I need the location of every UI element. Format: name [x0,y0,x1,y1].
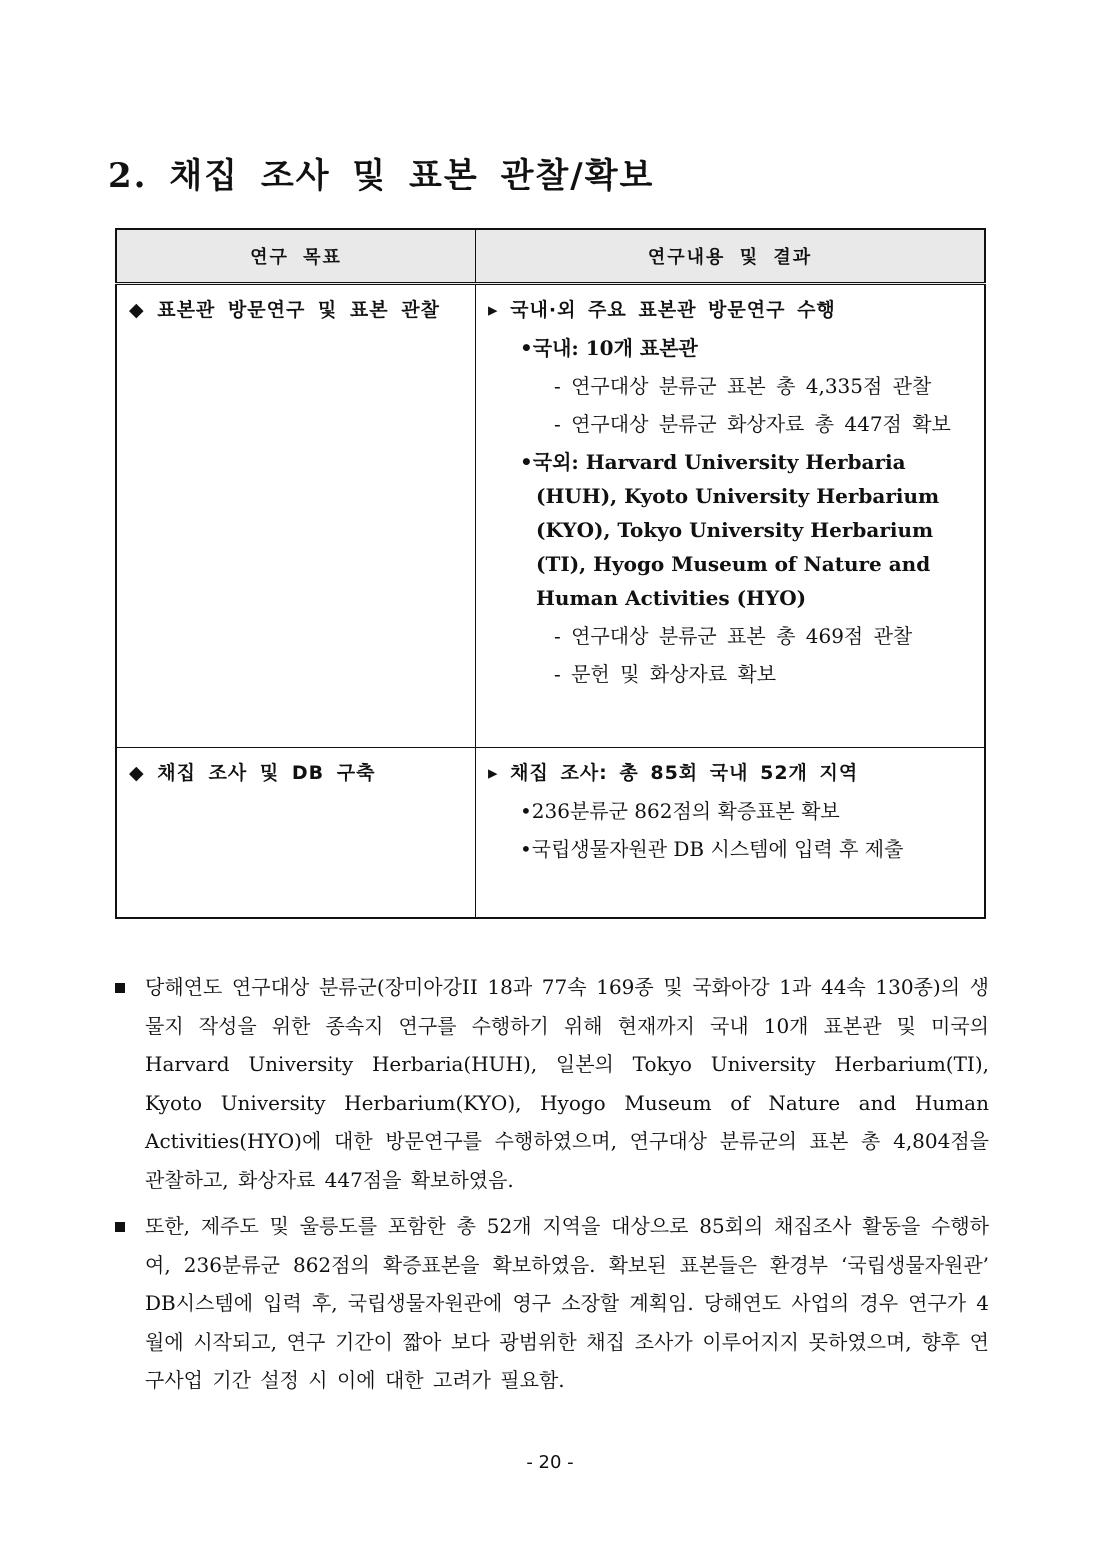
goal-cell [116,748,476,918]
goal-text: ◆ 채집 조사 및 DB 구축 [129,762,376,784]
square-bullet-icon [115,1222,125,1232]
overseas-item: - 문헌 및 화상자료 확보 [554,662,777,686]
goal-text: ◆ 표본관 방문연구 및 표본 관찰 [129,299,440,321]
table-row [116,284,985,748]
summary-paragraph [115,1207,989,1400]
header-research-goal: 연구 목표 [116,229,476,284]
table-header-row [116,229,985,284]
paragraph-text: 당해연도 연구대상 분류군(장미아강II 18과 77속 169종 및 국화아강 1과 44속 130종)의 생물지 작성을 위한 종속지 연구를 수행하기 위해 현재까지 국내 10개 표본관 및 미국의 Harvard University Herbaria(HUH), 일본의 Tokyo University Herbarium(TI), Kyoto University Herbarium(KYO), Hyogo Museum of Nature and Human Activities(HYO)에 대한 방문연구를 수행하였으며, 연구대상 분류군의 표본 총 4,804점을 관찰하고, 화상자료 447점을 확보하였음. [145,975,989,1192]
research-table [115,228,986,919]
results-heading: ▸ 채집 조사: 총 85회 국내 52개 지역 [488,762,859,784]
table-row [116,748,985,918]
results-heading: ▸ 국내·외 주요 표본관 방문연구 수행 [488,299,836,321]
square-bullet-icon [115,983,125,993]
overseas-bullet: •국외: Harvard University Herbaria (HUH), Kyoto University Herbarium (KYO), Tokyo University Herbarium (TI), Hyogo Museum of Nature and Human Activities (HYO) [520,450,940,610]
page-number: - 20 - [526,1452,574,1473]
page-title: 2. 채집 조사 및 표본 관찰/확보 [108,156,655,196]
collection-bullet: •236분류군 862점의 확증표본 확보 [520,799,840,823]
results-cell [476,284,986,748]
goal-cell [116,284,476,748]
domestic-item: - 연구대상 분류군 표본 총 4,335점 관찰 [554,374,932,398]
domestic-bullet: •국내: 10개 표본관 [520,336,698,360]
overseas-item: - 연구대상 분류군 표본 총 469점 관찰 [554,624,913,648]
header-research-results: 연구내용 및 결과 [476,229,986,284]
summary-paragraphs [115,968,989,1408]
summary-paragraph [115,968,989,1199]
collection-bullet: •국립생물자원관 DB 시스템에 입력 후 제출 [520,837,904,861]
paragraph-text: 또한, 제주도 및 울릉도를 포함한 총 52개 지역을 대상으로 85회의 채집조사 활동을 수행하여, 236분류군 862점의 확증표본을 확보하였음. 확보된 표본들은 환경부 ‘국립생물자원관’ DB시스템에 입력 후, 국립생물자원관에 영구 소장할 계획임. 당해연도 사업의 경우 연구가 4월에 시작되고, 연구 기간이 짧아 보다 광범위한 채집 조사가 이루어지지 못하였으며, 향후 연구사업 기간 설정 시 이에 대한 고려가 필요함. [145,1214,989,1392]
results-cell [476,748,986,918]
domestic-item: - 연구대상 분류군 화상자료 총 447점 확보 [554,412,951,436]
